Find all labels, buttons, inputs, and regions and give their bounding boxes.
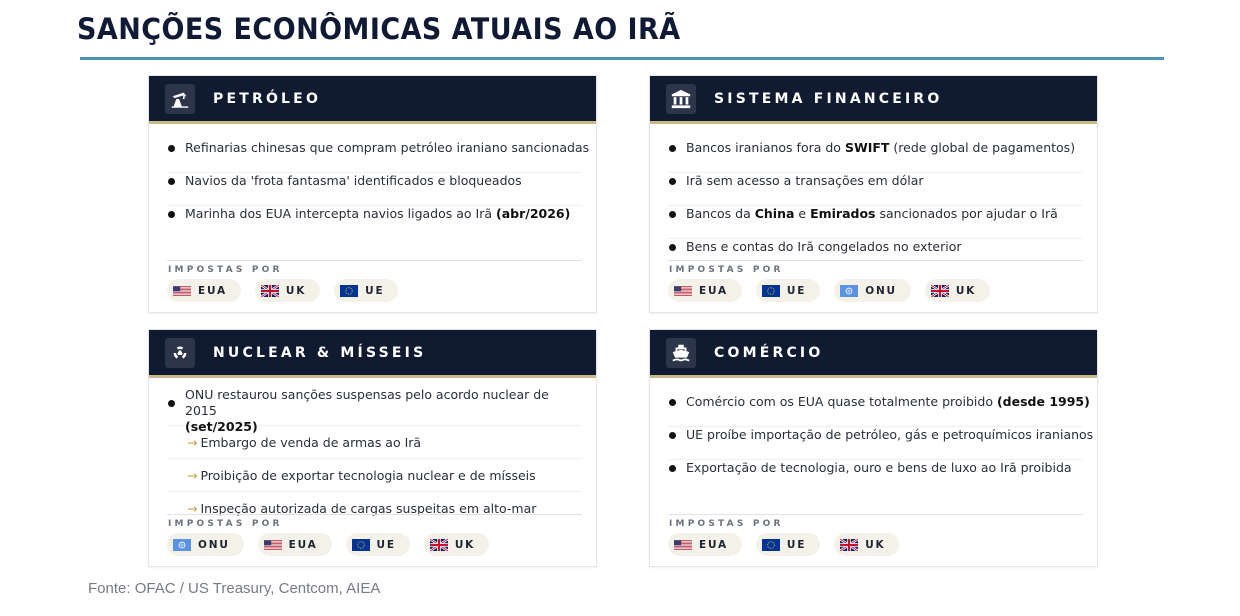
list-item: Marinha dos EUA intercepta navios ligados ao Irã (abr/2026) (167, 206, 582, 239)
sub-item: → Inspeção autorizada de cargas suspeitas em alto-mar (187, 501, 537, 516)
list-item: Exportação de tecnologia, ouro e bens de luxo ao Irã proibida (668, 460, 1083, 493)
badge-uk: UK (925, 279, 990, 302)
imposed-label: IMPOSTAS POR (669, 519, 784, 529)
page-title: SANÇÕES ECONÔMICAS ATUAIS AO IRÃ (77, 12, 681, 46)
badge-ue: UE (756, 533, 820, 556)
imposed-by (668, 514, 1083, 556)
list-item: Bens e contas do Irã congelados no exterior (668, 239, 1083, 265)
imposed-label: IMPOSTAS POR (669, 265, 784, 275)
list-item: ONU restaurou sanções suspensas pelo acordo nuclear de 2015 (set/2025) (167, 386, 582, 426)
card-title: NUCLEAR & MÍSSEIS (213, 344, 427, 361)
bank-icon (666, 84, 696, 114)
list-item: Refinarias chinesas que compram petróleo iraniano sancionadas (167, 140, 582, 173)
card-header (650, 76, 1097, 124)
imposed-by (668, 260, 1083, 302)
badge-eua: EUA (258, 533, 332, 556)
oil-pump-icon (165, 84, 195, 114)
us-flag-icon (674, 285, 692, 297)
list-item: Bancos iranianos fora do SWIFT (rede global de pagamentos) (668, 140, 1083, 173)
imposed-by (167, 514, 582, 556)
badge-uk: UK (255, 279, 320, 302)
list-item: UE proíbe importação de petróleo, gás e petroquímicos iranianos (668, 427, 1083, 460)
ship-icon (666, 338, 696, 368)
card-title: COMÉRCIO (714, 344, 824, 361)
imposed-by (167, 260, 582, 302)
badge-uk: UK (834, 533, 899, 556)
uk-flag-icon (840, 539, 858, 551)
card-sistema-financeiro (649, 75, 1098, 313)
imposed-label: IMPOSTAS POR (168, 265, 283, 275)
item-list (668, 140, 1083, 265)
badge-ue: UE (346, 533, 410, 556)
badge-ue: UE (334, 279, 398, 302)
badge-eua: EUA (668, 533, 742, 556)
card-petroleo (148, 75, 597, 313)
card-header (650, 330, 1097, 378)
badge-uk: UK (424, 533, 489, 556)
card-title: SISTEMA FINANCEIRO (714, 90, 943, 107)
item-list (167, 386, 582, 522)
un-flag-icon (840, 285, 858, 297)
us-flag-icon (264, 539, 282, 551)
uk-flag-icon (261, 285, 279, 297)
list-item: Navios da 'frota fantasma' identificados e bloqueados (167, 173, 582, 206)
card-nuclear-misseis (148, 329, 597, 567)
us-flag-icon (173, 285, 191, 297)
source-note: Fonte: OFAC / US Treasury, Centcom, AIEA (88, 580, 381, 597)
us-flag-icon (674, 539, 692, 551)
sub-item: → Proibição de exportar tecnologia nuclear e de mísseis (167, 459, 582, 492)
badge-onu: ONU (167, 533, 244, 556)
list-item: Irã sem acesso a transações em dólar (668, 173, 1083, 206)
un-flag-icon (173, 539, 191, 551)
eu-flag-icon (352, 539, 370, 551)
uk-flag-icon (430, 539, 448, 551)
card-title: PETRÓLEO (213, 90, 322, 107)
badge-eua: EUA (668, 279, 742, 302)
badge-ue: UE (756, 279, 820, 302)
eu-flag-icon (762, 539, 780, 551)
uk-flag-icon (931, 285, 949, 297)
badge-eua: EUA (167, 279, 241, 302)
list-item: Bancos da China e Emirados sancionados por ajudar o Irã (668, 206, 1083, 239)
item-list (668, 394, 1094, 493)
eu-flag-icon (762, 285, 780, 297)
radiation-icon (165, 338, 195, 368)
badge-onu: ONU (834, 279, 911, 302)
imposed-label: IMPOSTAS POR (168, 519, 283, 529)
eu-flag-icon (340, 285, 358, 297)
list-item: Comércio com os EUA quase totalmente proibido (desde 1995) (668, 394, 1083, 427)
card-comercio (649, 329, 1098, 567)
card-header (149, 76, 596, 124)
item-list (167, 140, 590, 239)
card-header (149, 330, 596, 378)
title-rule (80, 57, 1164, 60)
sub-item: → Embargo de venda de armas ao Irã (167, 426, 582, 459)
